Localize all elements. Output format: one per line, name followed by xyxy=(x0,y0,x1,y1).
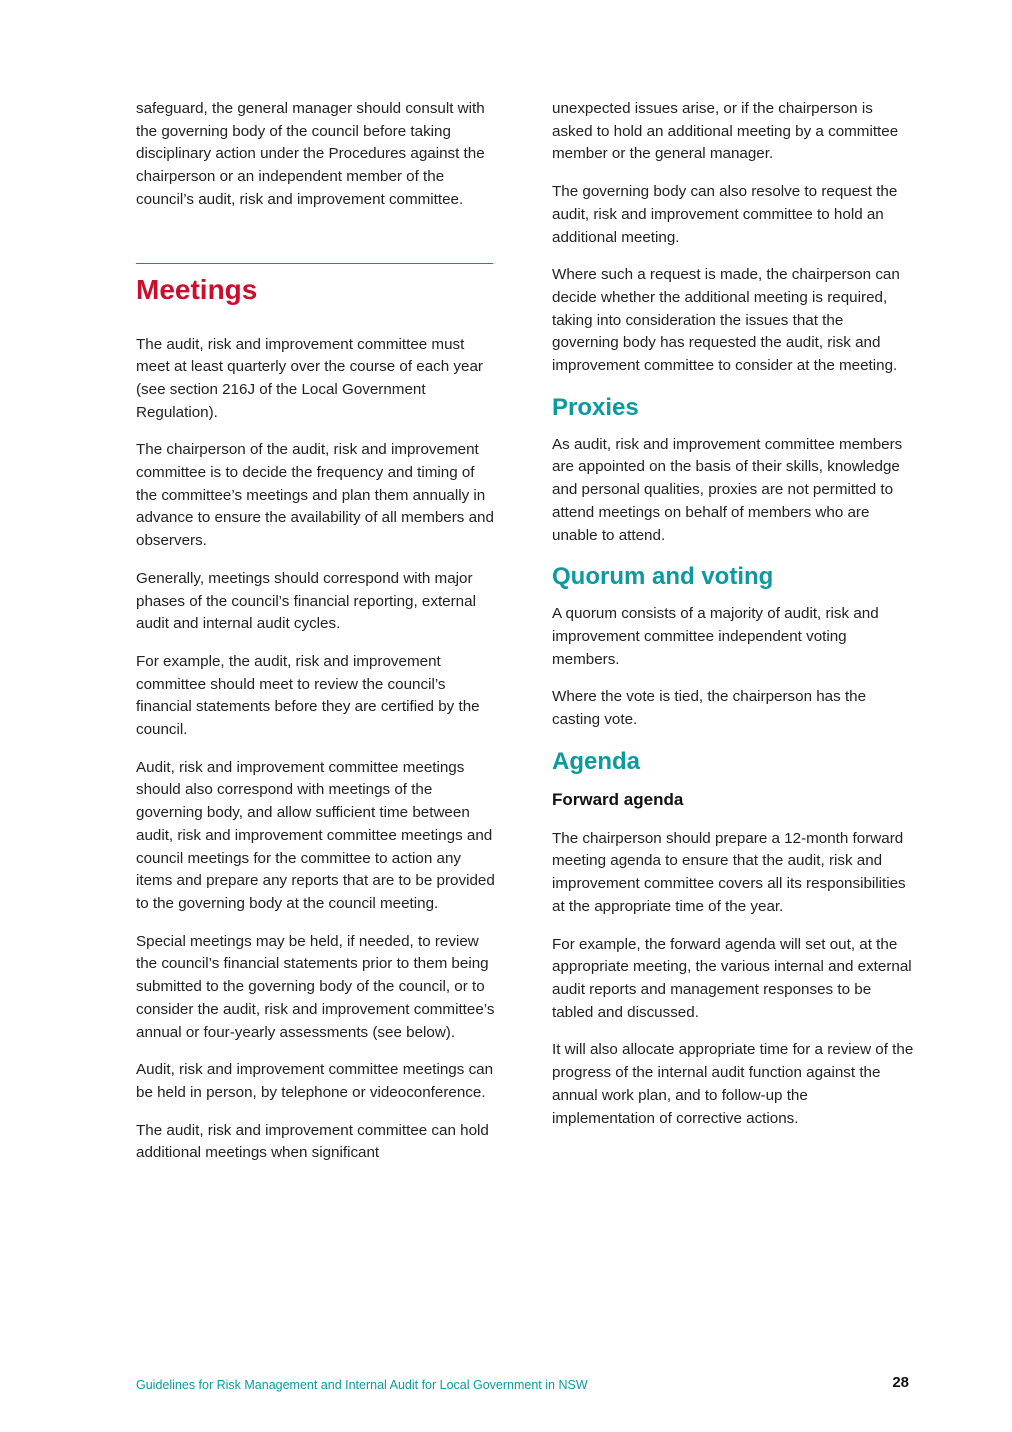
meetings-paragraph: Audit, risk and improvement committee meetings should also correspond with meetings of the governing body, and allow sufficient time between audit, risk and improvement committee meetings and council meetings for the committee to action any items and prepare any reports that are to be provided to the governing body at the council meeting. xyxy=(136,758,495,912)
meetings-paragraph: Generally, meetings should correspond with major phases of the council’s financial reporting, external audit and internal audit cycles. xyxy=(136,569,476,633)
agenda-heading: Agenda xyxy=(552,747,641,775)
proxies-heading: Proxies xyxy=(552,393,639,421)
page-footer xyxy=(136,1376,909,1394)
meetings-paragraph: Audit, risk and improvement committee meetings can be held in person, by telephone or videoconference. xyxy=(136,1061,494,1101)
agenda-paragraph: For example, the forward agenda will set out, at the appropriate meeting, the various internal and external audit reports and management responses to be tabled and discussed. xyxy=(552,935,912,1021)
footer-title: Guidelines for Risk Management and Internal Audit for Local Government in NSW xyxy=(136,1378,588,1392)
meetings-heading: Meetings xyxy=(136,273,258,305)
section-divider xyxy=(136,263,493,264)
meetings-continued-paragraph: The governing body can also resolve to request the audit, risk and improvement committee to hold an additional meeting. xyxy=(552,183,898,246)
meetings-continued-paragraph: Where such a request is made, the chairperson can decide whether the additional meeting is required, taking into consideration the issues that the governing body has requested the audit, risk and improvement committee to consider at the meeting. xyxy=(552,266,900,375)
meetings-paragraph: For example, the audit, risk and improvement committee should meet to review the council’s financial statements before they are certified by the council. xyxy=(136,652,480,739)
meetings-paragraph: The audit, risk and improvement committee can hold additional meetings when significant xyxy=(136,1121,489,1162)
meetings-paragraph: The audit, risk and improvement committee must meet at least quarterly over the course of each year (see section 216J of the Local Government Regulation). xyxy=(136,335,483,421)
page-number: 28 xyxy=(892,1374,909,1391)
meetings-continued-paragraph: unexpected issues arise, or if the chairperson is asked to hold an additional meeting by a committee member or the general manager. xyxy=(552,100,899,163)
meetings-paragraph: Special meetings may be held, if needed, to review the council’s financial statements prior to them being submitted to the governing body of the council, or to consider the audit, risk and improvement committee’s annual or four-yearly assessments (see below). xyxy=(136,932,495,1041)
meetings-paragraph: The chairperson of the audit, risk and improvement committee is to decide the frequency and timing of the committee’s meetings and plan them annually in advance to ensure the availability of all members and observers. xyxy=(136,441,494,550)
proxies-paragraph: As audit, risk and improvement committee members are appointed on the basis of their skills, knowledge and personal qualities, proxies are not permitted to attend meetings on behalf of members who are unable to attend. xyxy=(552,435,903,544)
quorum-paragraph: Where the vote is tied, the chairperson has the casting vote. xyxy=(552,688,867,729)
intro-paragraph: safeguard, the general manager should consult with the governing body of the council before taking disciplinary action under the Procedures against the chairperson or an independent member of the council’s audit, risk and improvement committee. xyxy=(136,100,485,208)
quorum-paragraph: A quorum consists of a majority of audit, risk and improvement committee independent voting members. xyxy=(552,605,879,668)
left-column xyxy=(136,98,496,1180)
agenda-paragraph: It will also allocate appropriate time for a review of the progress of the internal audit function against the annual work plan, and to follow-up the implementation of corrective actions. xyxy=(552,1041,914,1127)
forward-agenda-heading: Forward agenda xyxy=(552,789,684,809)
agenda-paragraph: The chairperson should prepare a 12-month forward meeting agenda to ensure that the audit, risk and improvement committee covers all its responsibilities at the appropriate time of the year. xyxy=(552,829,906,915)
quorum-heading: Quorum and voting xyxy=(552,563,774,591)
right-column xyxy=(552,98,914,1145)
